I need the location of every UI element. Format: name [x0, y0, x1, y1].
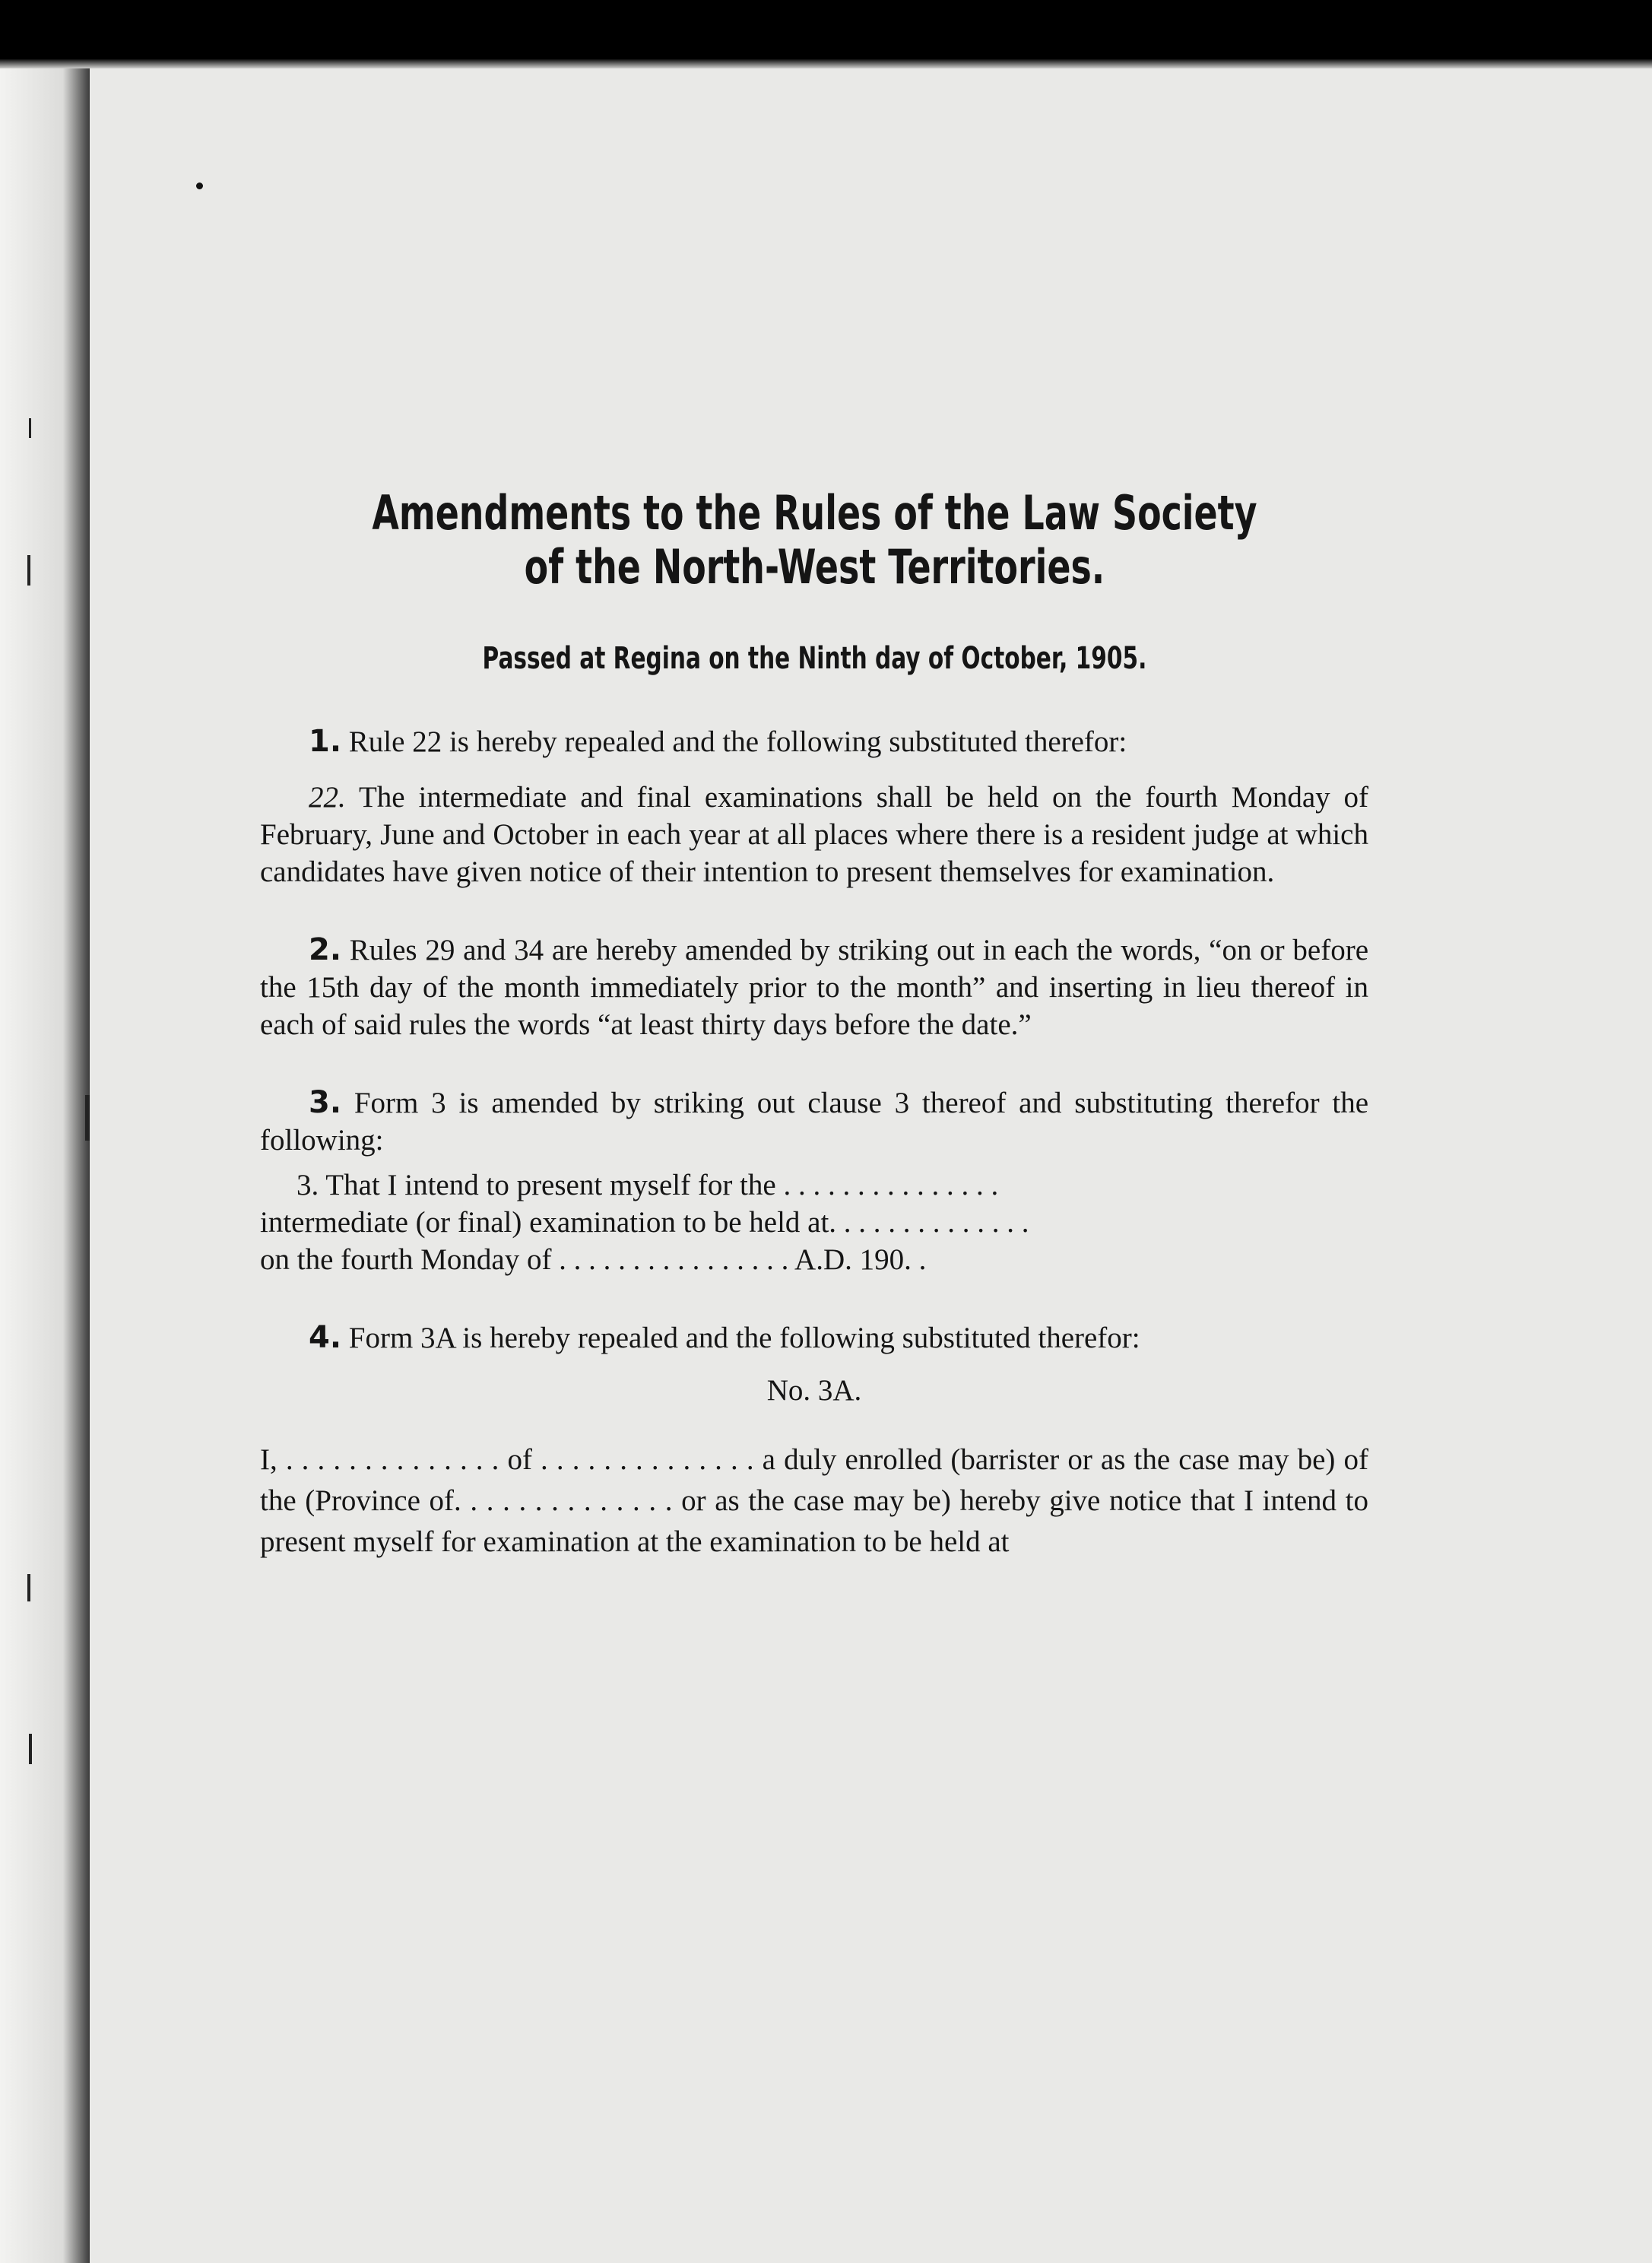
section-1-text: Rule 22 is hereby repealed and the following substituted therefor: [348, 725, 1127, 759]
form-3-clause [260, 1166, 1368, 1278]
form-3a-notice [260, 1439, 1368, 1563]
form-3a-notice-text: I, . . . . . . . . . . . . . . of . . . . . . . . . . . . . . a duly enrolled (barrister or as the case may be) of the (Province of. . . . . . . . . . . . . . or as the case may be) hereby give notice that I intend to present myself for examination at the examination to be held at [260, 1443, 1368, 1559]
rule-22-text [260, 779, 1368, 890]
title-line-2: of the North-West Territories. [524, 538, 1105, 595]
amendment-section-4 [260, 1319, 1368, 1408]
amendment-section-3 [260, 1084, 1368, 1278]
section-3-paragraph [260, 1084, 1368, 1159]
form-3a-heading: No. 3A. [766, 1374, 862, 1408]
scan-top-edge [0, 59, 1652, 68]
section-2-number: 2. [309, 932, 342, 968]
section-2-paragraph [260, 932, 1368, 1043]
form-3-line-3: on the fourth Monday of . . . . . . . . . . . . . . . . A.D. 190. . [260, 1243, 927, 1277]
margin-mark [27, 555, 30, 586]
margin-mark [85, 1095, 90, 1141]
section-1-paragraph [260, 723, 1368, 760]
title-line-1: Amendments to the Rules of the Law Society [371, 485, 1257, 541]
amendment-section-1 [260, 723, 1368, 890]
passed-date-subtitle: Passed at Regina on the Ninth day of October, 1905. [482, 641, 1146, 677]
section-1-number: 1. [309, 724, 342, 760]
margin-mark [27, 1574, 30, 1601]
section-2-text: Rules 29 and 34 are hereby amended by striking out in each the words, “on or before the 15th day of the month immediately prior to the month” and inserting in lieu thereof in each of said rules the words “at least thirty days before the date.” [260, 934, 1369, 1042]
document-title [256, 487, 1371, 594]
scan-left-margin [0, 59, 90, 2263]
rule-22-body: The intermediate and final examinations shall be held on the fourth Monday of February, June and October in each year at all places where there is a resident judge at which candidates have given notice of their intention to present themselves for examination. [260, 781, 1369, 889]
section-4-paragraph [260, 1319, 1368, 1357]
section-3-number: 3. [309, 1085, 342, 1121]
margin-mark [29, 1734, 32, 1764]
section-3-text: Form 3 is amended by striking out clause 3 thereof and substituting therefor the following: [260, 1087, 1369, 1157]
amendment-section-2 [260, 932, 1368, 1043]
form-3-line-2: intermediate (or final) examination to be held at. . . . . . . . . . . . . . [260, 1206, 1029, 1239]
section-4-number: 4. [309, 1320, 342, 1356]
margin-mark [29, 418, 31, 438]
document-body [260, 487, 1368, 1563]
rule-22-number: 22. [309, 781, 346, 814]
stray-dot-mark [196, 182, 203, 189]
section-4-text: Form 3A is hereby repealed and the following substituted therefor: [348, 1322, 1140, 1355]
form-3-line-1: 3. That I intend to present myself for the . . . . . . . . . . . . . . . [296, 1169, 999, 1202]
